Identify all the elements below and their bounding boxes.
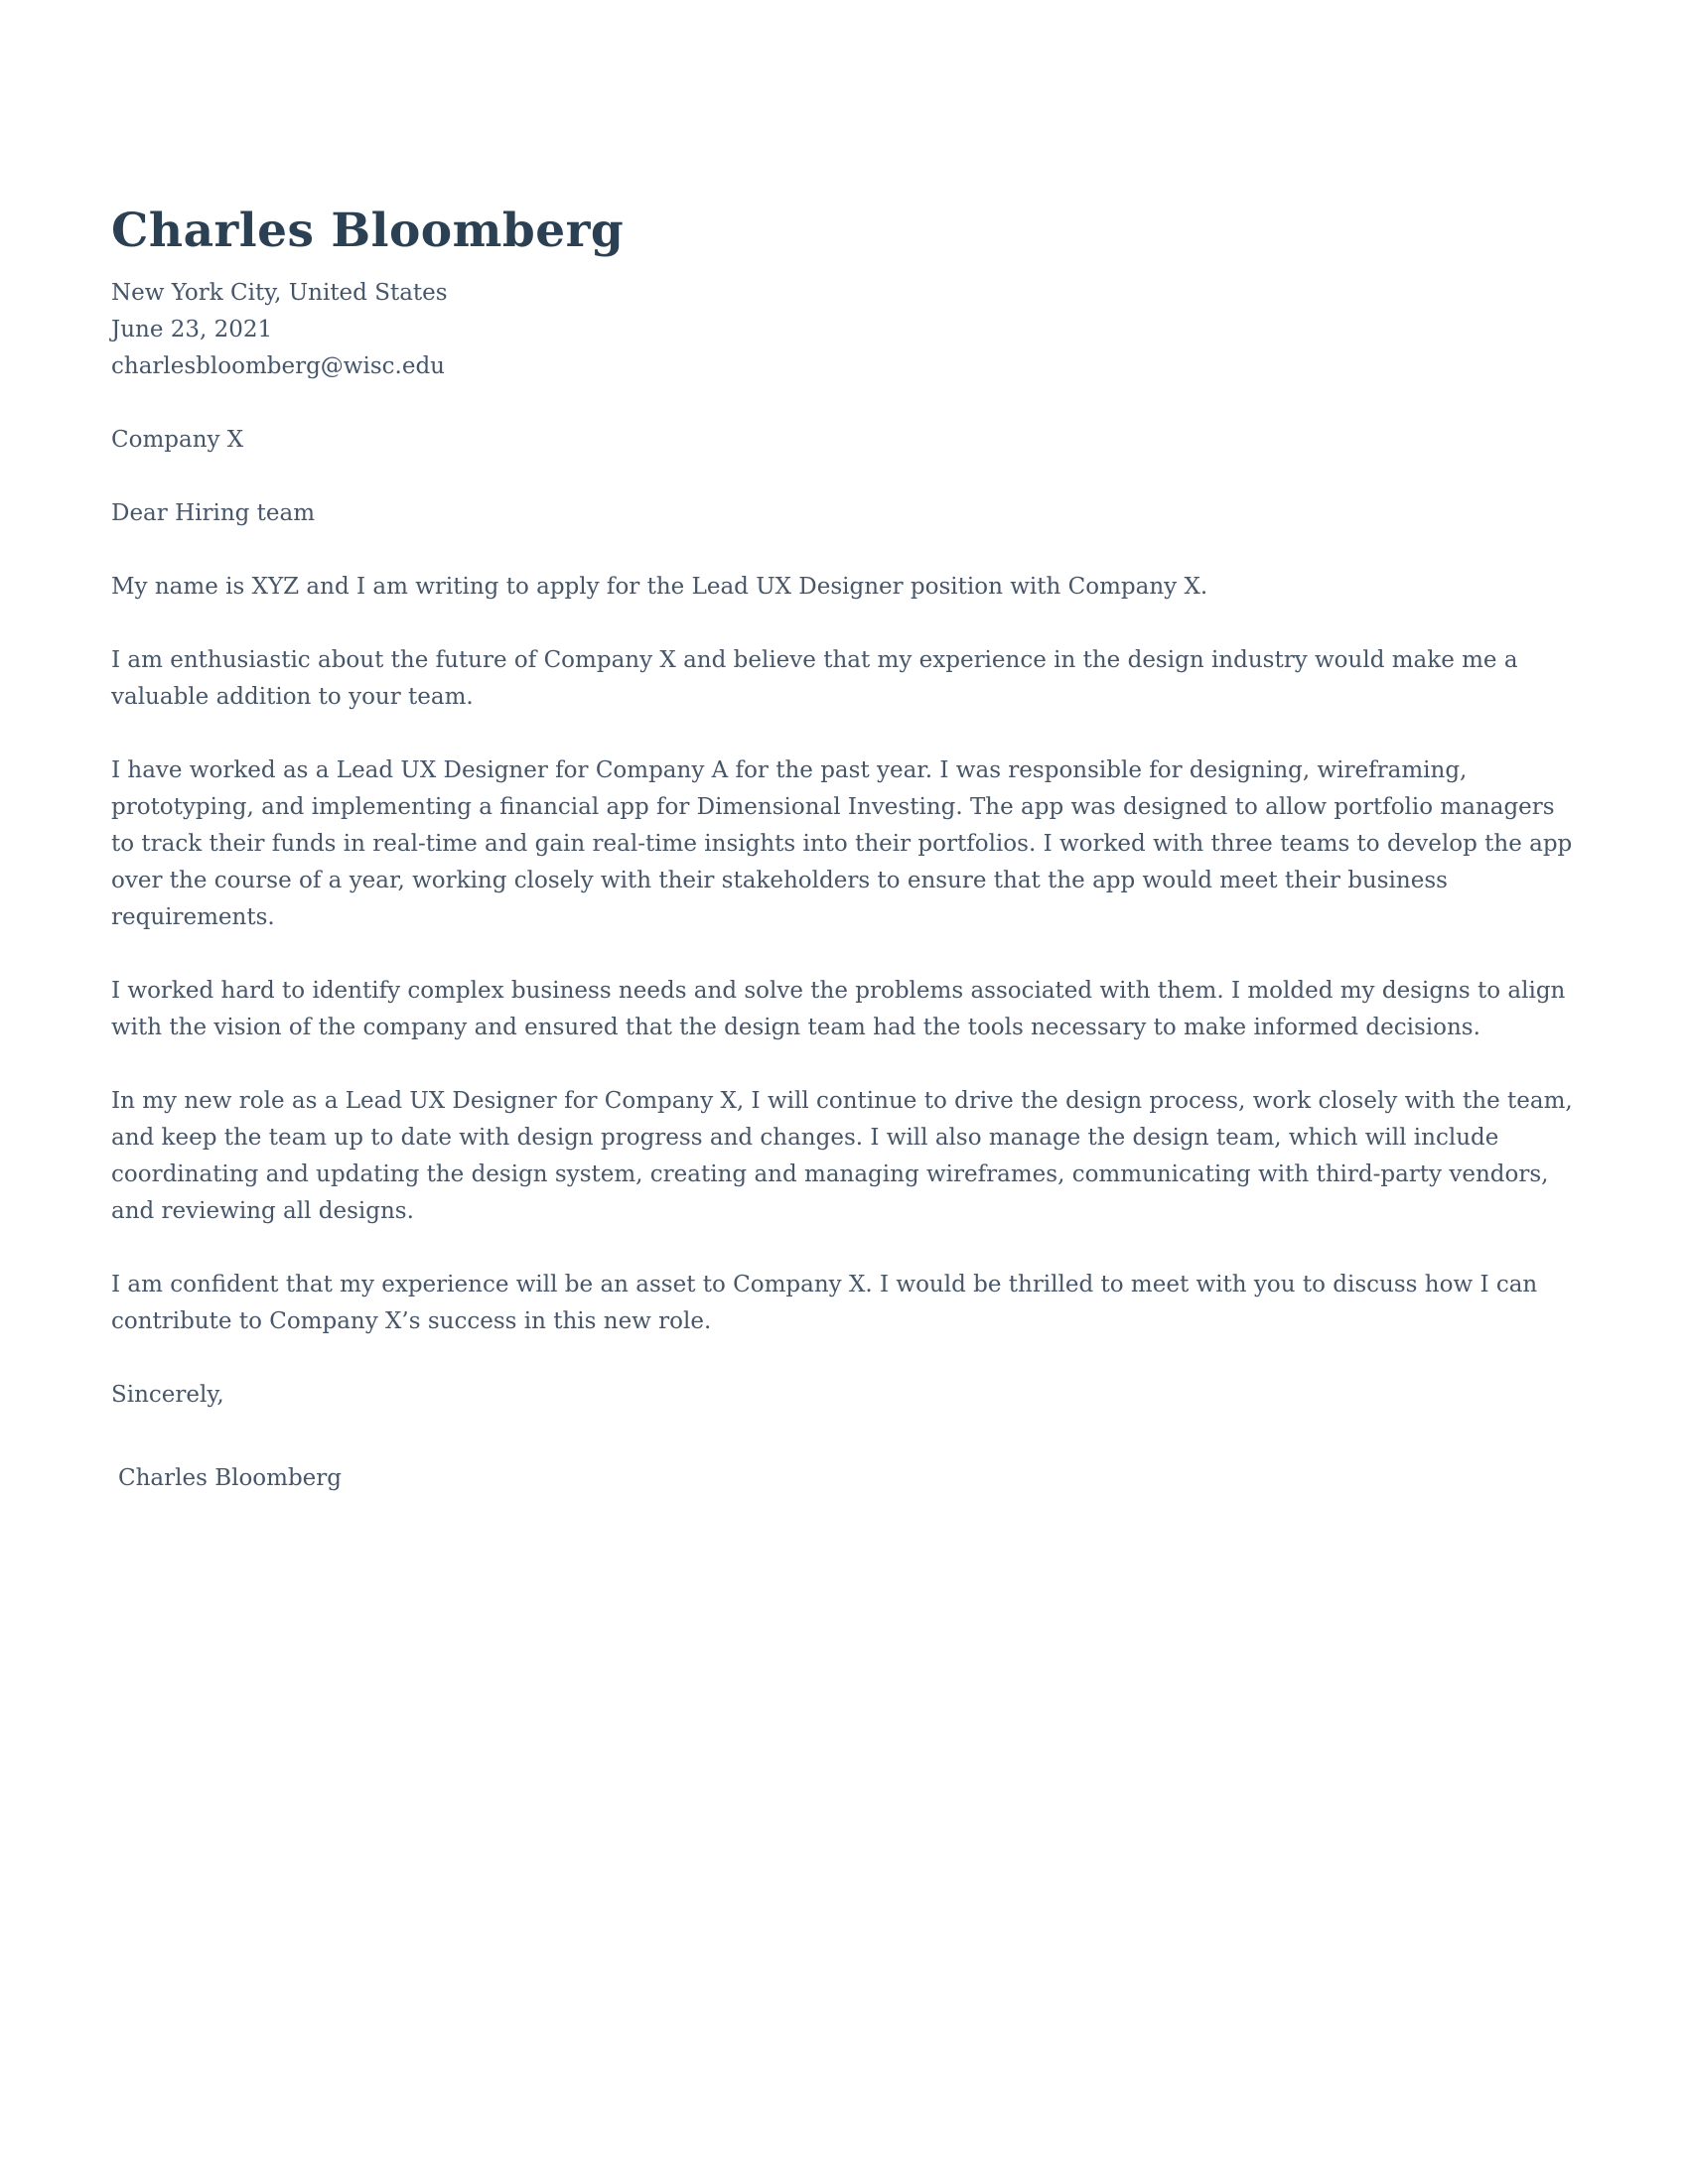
recipient-line: Company X xyxy=(111,427,244,454)
paragraph-new-role: In my new role as a Lead UX Designer for Company X, I will continue to drive the design process, work closely with the team, and keep the team up to date with design progress and changes. I will also manage the design team, which will include coordinating and updating the design system, creating and managing wireframes, communicating with third-party vendors, and reviewing all designs. xyxy=(111,1088,1573,1225)
paragraph-experience: I have worked as a Lead UX Designer for Company A for the past year. I was responsible for designing, wireframing, prototyping, and implementing a financial app for Dimensional Investing. The app was designed to allow portfolio managers to track their funds in real-time and gain real-time insights into their portfolios. I worked with three teams to develop the app over the course of a year, working closely with their stakeholders to ensure that the app would meet their business requirements. xyxy=(111,757,1573,931)
author-name-heading: Charles Bloomberg xyxy=(111,204,625,258)
letter-date: June 23, 2021 xyxy=(111,317,273,343)
paragraph-enthusiasm: I am enthusiastic about the future of Company X and believe that my experience in the design industry would make me a valuable addition to your team. xyxy=(111,647,1518,711)
salutation-line: Dear Hiring team xyxy=(111,500,316,527)
letter-body xyxy=(111,422,1579,1497)
paragraph-intro: My name is XYZ and I am writing to apply for the Lead UX Designer position with Company X. xyxy=(111,574,1208,601)
author-email: charlesbloomberg@wisc.edu xyxy=(111,353,445,380)
author-location: New York City, United States xyxy=(111,280,448,307)
paragraph-confidence: I am confident that my experience will be an asset to Company X. I would be thrilled to meet with you to discuss how I can contribute to Company X’s success in this new role. xyxy=(111,1272,1538,1335)
closing-line: Sincerely, xyxy=(111,1382,224,1409)
paragraph-accomplishments: I worked hard to identify complex business needs and solve the problems associated with them. I molded my designs to align with the vision of the company and ensured that the design team had the tools necessary to make informed decisions. xyxy=(111,978,1566,1041)
contact-block xyxy=(111,275,1579,385)
signature-line: Charles Bloomberg xyxy=(118,1465,343,1492)
